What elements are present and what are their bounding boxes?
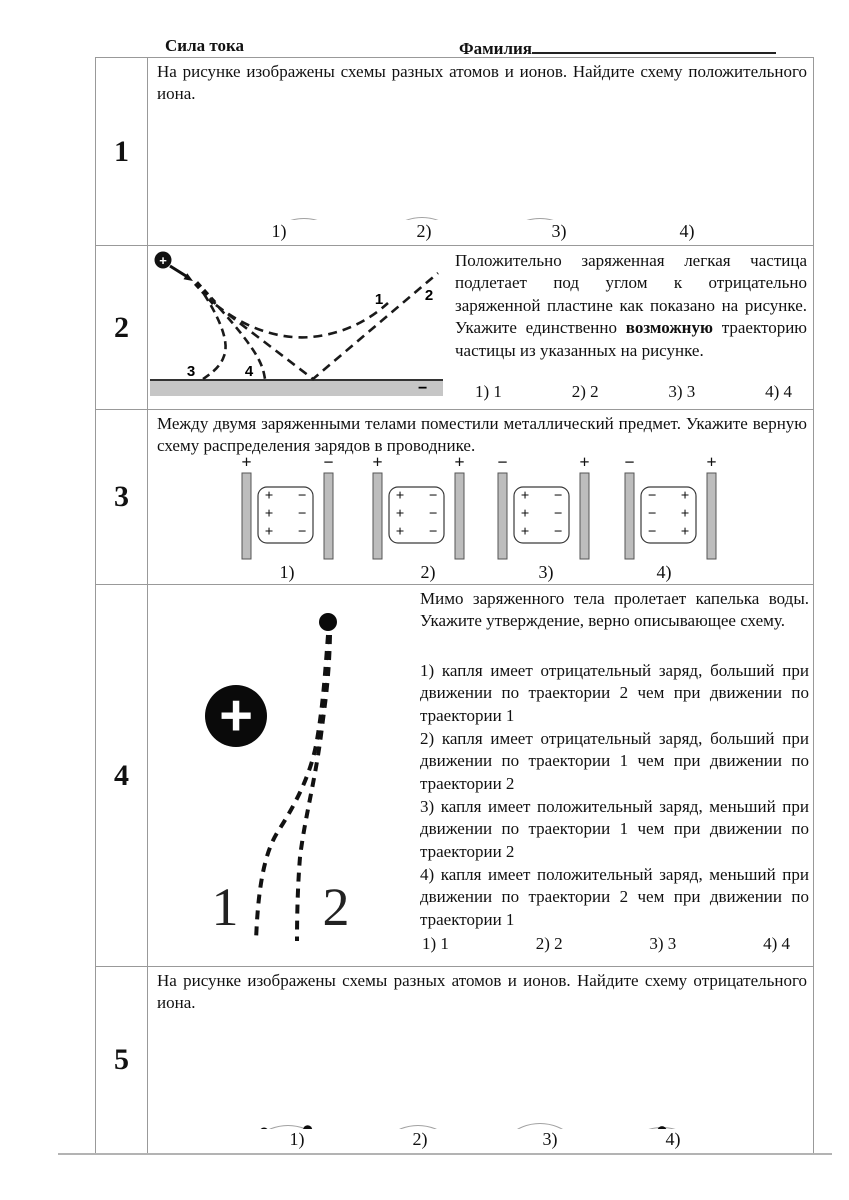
answer-item: 2) 2 — [535, 934, 563, 953]
charge-sign: + — [454, 452, 465, 472]
charge-sign: − — [297, 506, 307, 522]
trajectory-3 — [203, 294, 226, 379]
charge-sign: − — [428, 506, 438, 522]
charge-sign: + — [395, 506, 405, 522]
option-label: 1) — [289, 1129, 305, 1149]
surname-label: Фамилия — [459, 39, 533, 58]
charge-sign: − — [647, 524, 657, 540]
question-text: Мимо заряженного тела пролетает капелька воды. Укажите утверждение, верно описывающее схему. — [420, 589, 809, 631]
charged-body-plus-sign: + — [219, 683, 253, 748]
option-label: 1) — [271, 221, 287, 241]
trajectory-1 — [256, 635, 328, 941]
charge-sign: − — [297, 488, 307, 504]
answer-item: 4) 4 — [763, 934, 790, 953]
charge-sign: − — [553, 488, 563, 504]
charged-plate — [625, 473, 634, 559]
charge-sign: − — [553, 524, 563, 540]
question-text: На рисунке изображены схемы разных атомов и ионов. Найдите схему отрицательного иона. — [157, 971, 807, 1013]
question-number: 2 — [96, 246, 148, 409]
charged-plate — [498, 473, 507, 559]
trajectory-label: 4 — [244, 363, 254, 380]
charge-sign: + — [680, 488, 690, 504]
charge-schemes-diagram — [148, 410, 815, 562]
charge-sign: + — [264, 506, 274, 522]
charge-sign: − — [647, 506, 657, 522]
charge-sign: + — [241, 452, 252, 472]
charge-sign: − — [497, 452, 508, 472]
charged-plate — [707, 473, 716, 559]
surname-row — [459, 36, 776, 59]
charge-sign: − — [624, 452, 635, 472]
charged-plate — [373, 473, 382, 559]
trajectory-diagram — [148, 246, 448, 406]
atoms-diagram — [148, 1017, 815, 1129]
droplet-trajectory-diagram — [148, 585, 418, 957]
question-row-5 — [96, 967, 813, 1153]
option-label: 3) — [542, 1129, 558, 1149]
question-text: Между двумя заряженными телами поместили металлический предмет. Укажите верную схему распределения зарядов в проводнике. — [157, 414, 807, 456]
worksheet-title: Сила тока — [165, 36, 245, 55]
negative-plate — [150, 380, 443, 396]
charged-plate — [580, 473, 589, 559]
question-number: 1 — [96, 58, 148, 245]
option-label: 1) — [279, 562, 295, 582]
answer-item: 3) 3 — [649, 934, 677, 953]
trajectory-1 — [216, 303, 388, 337]
trajectory-label: 1 — [374, 291, 384, 308]
charge-sign: + — [264, 488, 274, 504]
answer-item: 4) 4 — [765, 382, 792, 401]
charge-sign: + — [706, 452, 717, 472]
question-row-3 — [96, 410, 813, 585]
question-option: 1) капля имеет отрицательный заряд, больший при движении по траектории 2 чем при движении по траектории 1 — [420, 661, 809, 725]
big-trajectory-label: 1 — [211, 877, 239, 937]
bottom-rule — [58, 1153, 832, 1155]
charge-sign: + — [520, 524, 530, 540]
question-number: 3 — [96, 410, 148, 584]
question-number: 5 — [96, 967, 148, 1153]
answer-item: 2) 2 — [571, 382, 599, 401]
droplet-icon — [319, 613, 337, 631]
charge-sign: + — [264, 524, 274, 540]
surname-blank-line — [532, 36, 776, 54]
charge-sign: − — [647, 488, 657, 504]
answers-row — [475, 382, 792, 402]
atoms-diagram — [148, 108, 815, 220]
option-label: 4) — [656, 562, 672, 582]
plate-minus-sign: − — [418, 380, 428, 397]
option-label: 3) — [538, 562, 554, 582]
charge-sign: + — [680, 506, 690, 522]
trajectory-label: 3 — [186, 363, 196, 380]
charge-sign: − — [323, 452, 334, 472]
charge-sign: − — [428, 488, 438, 504]
question-row-1 — [96, 58, 813, 246]
particle-plus-sign: + — [159, 253, 167, 268]
answer-item: 3) 3 — [668, 382, 696, 401]
charge-sign: + — [520, 488, 530, 504]
question-body — [148, 410, 813, 584]
question-number: 4 — [96, 585, 148, 966]
charge-sign: + — [395, 488, 405, 504]
trajectory-label: 2 — [424, 287, 434, 304]
option-label: 3) — [551, 221, 567, 241]
charge-sign: − — [553, 506, 563, 522]
charged-plate — [455, 473, 464, 559]
electron-dot — [259, 1128, 268, 1129]
question-option: 2) капля имеет отрицательный заряд, больший при движении по траектории 1 чем при движении по траектории 2 — [420, 729, 809, 793]
charge-sign: − — [297, 524, 307, 540]
charge-sign: + — [520, 506, 530, 522]
charge-sign: − — [428, 524, 438, 540]
option-label: 4) — [665, 1129, 681, 1149]
text-run: Положительно заряженная легкая частица подлетает под углом к отрицательно заряженной пластине как показано на рисунке. Укажите единственно — [455, 251, 807, 338]
option-label: 4) — [679, 221, 695, 241]
question-body — [148, 967, 813, 1153]
question-text — [455, 250, 807, 362]
question-body — [148, 585, 813, 966]
question-text: На рисунке изображены схемы разных атомов и ионов. Найдите схему положительного иона. — [157, 62, 807, 104]
question-row-4 — [96, 585, 813, 967]
question-table — [95, 57, 814, 1154]
answers-row — [422, 934, 790, 954]
question-body — [148, 58, 813, 245]
question-row-2 — [96, 246, 813, 410]
charge-sign: + — [579, 452, 590, 472]
charge-sign: + — [680, 524, 690, 540]
question-body — [148, 246, 813, 409]
option-label: 2) — [420, 562, 436, 582]
bold-word: возможную — [625, 318, 713, 338]
question-option: 4) капля имеет положительный заряд, меньший при движении по траектории 2 чем при движении по траектории 1 — [420, 865, 809, 929]
charge-sign: + — [372, 452, 383, 472]
question-option: 3) капля имеет положительный заряд, меньший при движении по траектории 1 чем при движении по траектории 2 — [420, 797, 809, 861]
big-trajectory-label: 2 — [322, 877, 350, 937]
answer-item: 1) 1 — [422, 934, 449, 953]
charge-sign: + — [395, 524, 405, 540]
option-label: 2) — [416, 221, 432, 241]
velocity-arrow — [170, 266, 186, 276]
text-run: траекторию частицы из указанных на рисунке. — [455, 318, 808, 360]
option-label: 2) — [412, 1129, 428, 1149]
charged-plate — [242, 473, 251, 559]
charged-plate — [324, 473, 333, 559]
answer-item: 1) 1 — [475, 382, 502, 401]
